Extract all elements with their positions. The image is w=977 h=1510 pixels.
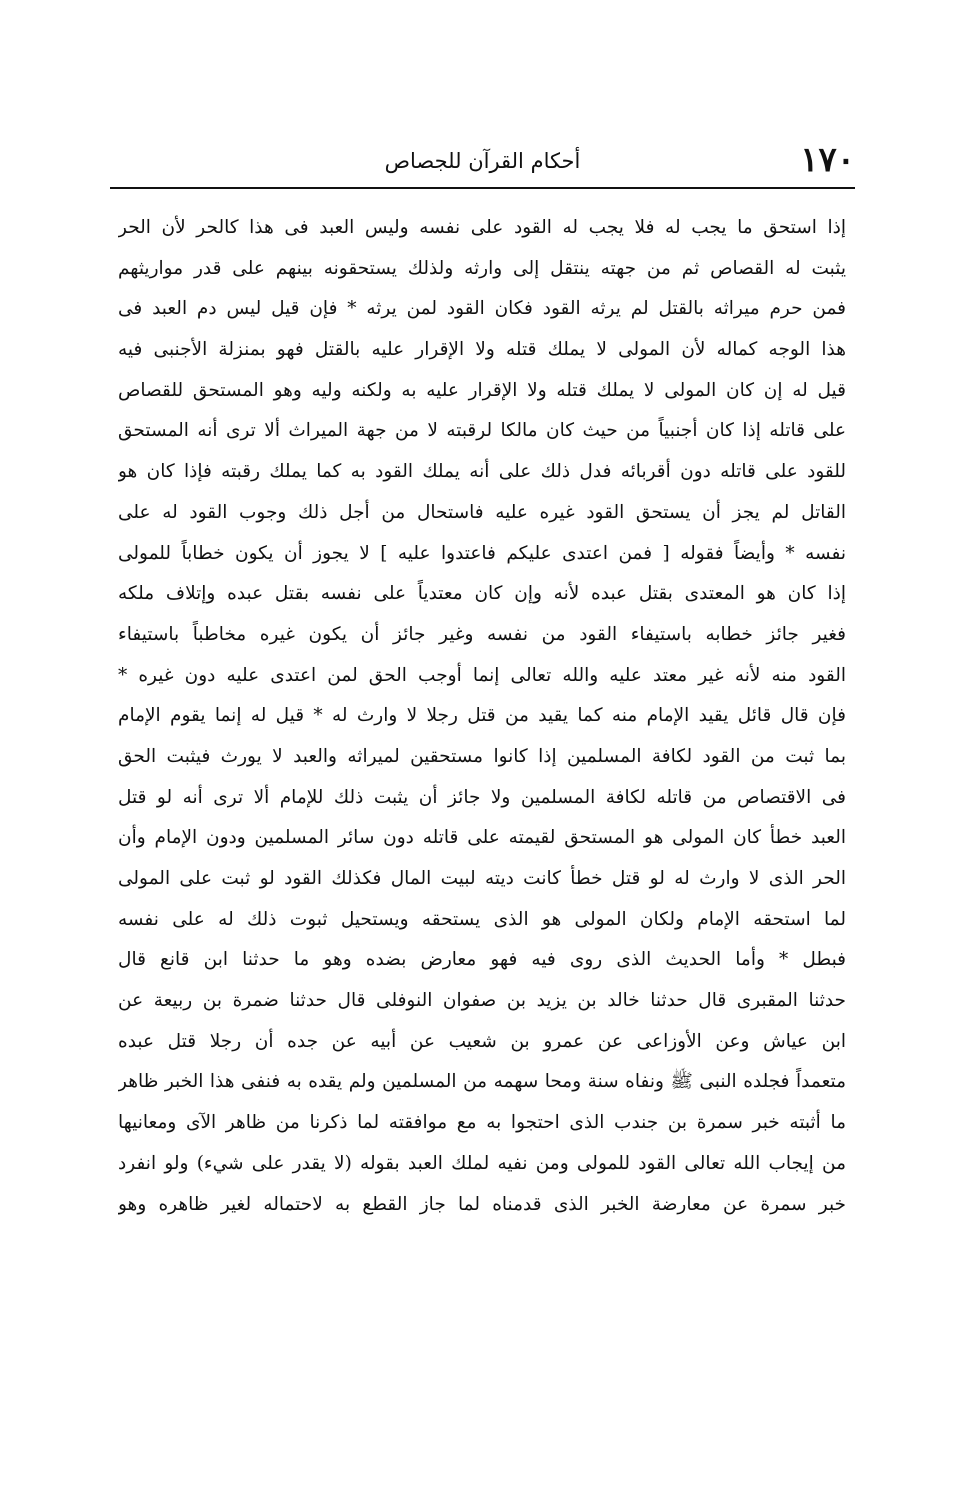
text-line: ابن عياش وعن الأوزاعى عن عمرو بن شعيب عن أبيه عن جده أن رجلا قتل عبده [118, 1030, 846, 1052]
text-line: على قاتله إذا كان أجنبياً من حيث كان مالكا لرقبته لا من جهة الميراث ألا ترى أنه المستحق [118, 420, 846, 442]
text-line: حدثنا المقبرى قال حدثنا خالد بن يزيد بن صفوان النوفلى قال حدثنا ضمرة بن ربيعة عن [118, 990, 846, 1012]
text-line: فى الاقتصاص من قاتله لكافة المسلمين ولا جائز أن يثبت ذلك للإمام ألا ترى أنه لو قتل [118, 786, 846, 808]
body-text [118, 208, 846, 1225]
header-rule [110, 187, 855, 189]
text-line: لما استحقه الإمام ولكان المولى هو الذى يستحقه ويستحيل ثبوت ذلك له على نفسه [118, 908, 846, 930]
text-line: نفسه * وأيضاً فقوله [ فمن اعتدى عليكم فاعتدوا عليه ] لا يجوز أن يكون خطاباً للمولى [118, 542, 846, 564]
text-line: إذا استحق ما يجب له فلا يجب له القود على نفسه وليس العبد فى هذا كالحر لأن الحر [118, 217, 846, 238]
text-line: هذا الوجه كماله لأن المولى لا يملك قتله ولا الإقرار عليه بالقتل فهو بمنزلة الأجنبى فيه [118, 339, 846, 361]
text-line: قيل له إن كان المولى لا يملك قتله ولا الإقرار عليه به ولكنه وليه وهو المستحق للقصاص [118, 379, 846, 401]
page-number: ١٧٠ [800, 140, 855, 180]
text-line: خبر سمرة عن معارضة الخبر الذى قدمناه لما جاز القطع به لاحتماله لغير ظاهره وهو [118, 1193, 846, 1215]
text-line: القاتل لم يجز أن يستحق القود غيره عليه فاستحال من أجل ذلك وجوب القود له على [118, 501, 846, 523]
text-line: العبد خطأ كان المولى هو المستحق لقيمته على قاتله دون سائر المسلمين ودون الإمام وأن [118, 827, 846, 849]
text-line: فمن حرم ميراثه بالقتل لم يرثه القود فكان القود لمن يرثه * فإن قيل ليس دم العبد فى [118, 298, 846, 320]
text-line: من إيجاب الله تعالى القود للمولى ومن نفيه لملك العبد بقوله (لا يقدر على شيء) ولو انفرد [118, 1152, 846, 1174]
text-line: ما أثبته خبر سمرة بن جندب الذى احتجوا به مع موافقته لما ذكرنا من ظاهر الآى ومعانيها [118, 1112, 846, 1134]
text-line: متعمداً فجلده النبى ﷺ ونفاه سنة ومحا سهمه من المسلمين ولم يقده به فنفى هذا الخبر ظاهر [118, 1071, 846, 1093]
text-line: بما ثبت من القود لكافة المسلمين إذا كانوا مستحقين لميراثه والعبد لا يورث فيثبت الحق [118, 745, 846, 767]
text-line: فبطل * وأما الحديث الذى روى فيه فهو معارض بضده وهو ما حدثنا ابن قانع قال [118, 949, 846, 971]
text-line: إذا كان هو المعتدى بقتل عبده لأنه وإن كان معتدياً على نفسه بقتل عبده وإتلاف ملكه [118, 583, 846, 605]
page-header [110, 140, 855, 184]
text-line: فإن قال قائل يقيد الإمام منه كما يقيد من قتل رجلا لا وارث له * قيل له إنما يقوم الإمام [118, 705, 846, 727]
text-line: يثبت له القصاص ثم من جهته ينتقل إلى وارثه ولذلك يستحقونه بينهم على قدر مواريثهم [118, 257, 846, 279]
text-line: فغير جائز خطابه باستيفاء القود من نفسه وغير جائز أن يكون غيره مخاطباً باستيفاء [118, 623, 846, 645]
text-line: للقود على قاتله دون أقربائه فدل ذلك على أنه يملك القود به كما يملك رقبته فإذا كان هو [118, 461, 846, 483]
text-line: الحر الذى لا وارث له لو قتل خطأ كانت ديته لبيت المال فكذلك القود لو ثبت على المولى [118, 868, 846, 889]
text-line: القود منه لأنه غير معتد عليه والله تعالى إنما أوجب الحق لمن اعتدى عليه دون غيره * [118, 664, 846, 686]
running-title: أحكام القرآن للجصاص [384, 149, 581, 173]
